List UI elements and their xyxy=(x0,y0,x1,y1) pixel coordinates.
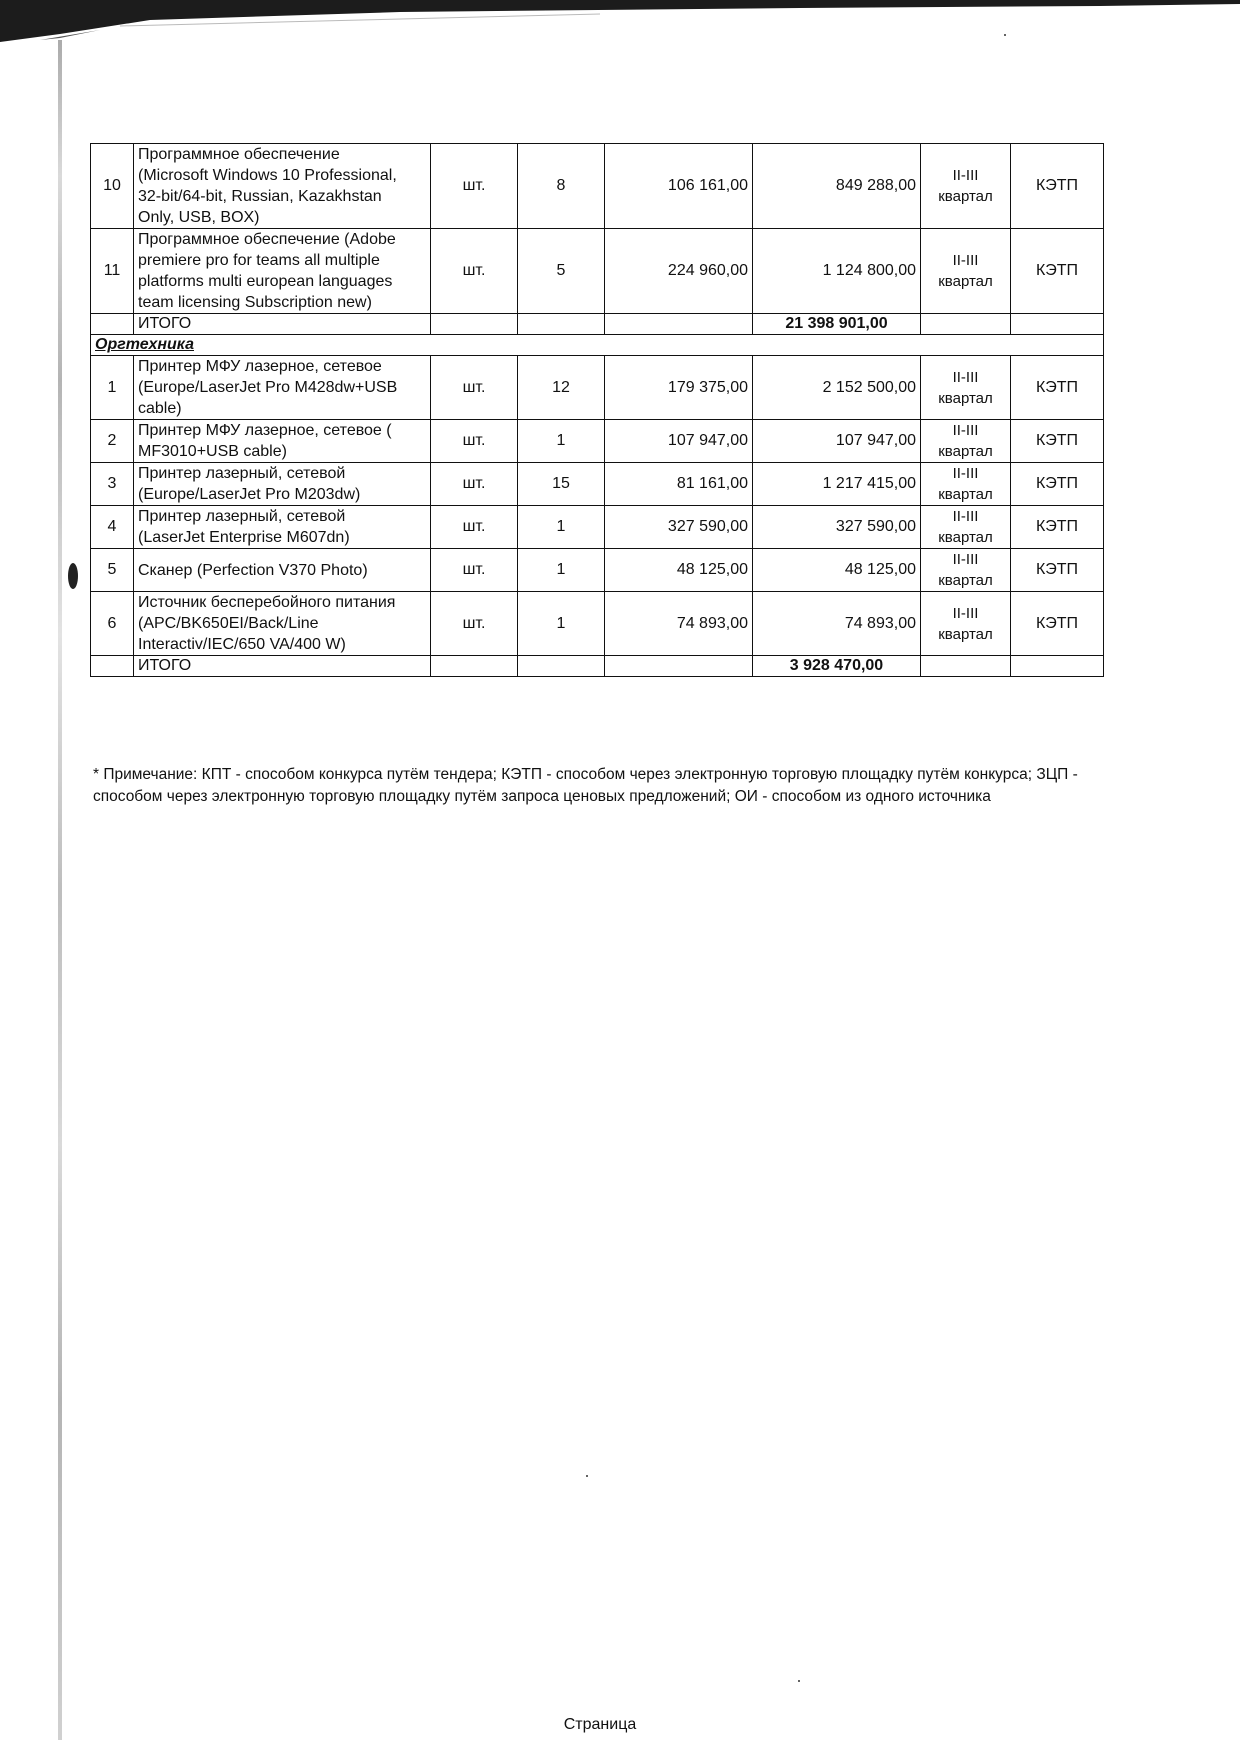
item-name: Программное обеспечение (Adobe premiere pro for teams all multiple platforms multi european languages team licensing Subscription new) xyxy=(134,229,431,314)
delivery-period: II-III квартал xyxy=(921,463,1011,506)
quantity: 1 xyxy=(518,420,605,463)
unit-price: 74 893,00 xyxy=(605,592,753,656)
unit-price: 106 161,00 xyxy=(605,144,753,229)
scan-edge-left xyxy=(58,40,62,1740)
table-row xyxy=(91,144,1104,229)
unit: шт. xyxy=(431,463,518,506)
row-number: 5 xyxy=(91,549,134,592)
row-number: 4 xyxy=(91,506,134,549)
row-number: 10 xyxy=(91,144,134,229)
table-row xyxy=(91,356,1104,420)
page-footer: Страница xyxy=(563,1716,637,1733)
section-header-row xyxy=(91,335,1104,356)
quantity: 15 xyxy=(518,463,605,506)
unit-price: 224 960,00 xyxy=(605,229,753,314)
delivery-period: II-III квартал xyxy=(921,356,1011,420)
scan-edge-top xyxy=(0,0,1240,44)
unit: шт. xyxy=(431,356,518,420)
unit: шт. xyxy=(431,592,518,656)
quantity: 1 xyxy=(518,549,605,592)
item-name: Принтер МФУ лазерное, сетевое (Europe/LaserJet Pro M428dw+USB cable) xyxy=(134,356,431,420)
unit-price: 179 375,00 xyxy=(605,356,753,420)
procurement-method: КЭТП xyxy=(1011,356,1104,420)
scan-blemish xyxy=(68,563,78,589)
quantity: 5 xyxy=(518,229,605,314)
procurement-method: КЭТП xyxy=(1011,229,1104,314)
procurement-table xyxy=(90,143,1104,677)
delivery-period: II-III квартал xyxy=(921,420,1011,463)
delivery-period: II-III квартал xyxy=(921,229,1011,314)
software-total-row xyxy=(91,314,1104,335)
procurement-method: КЭТП xyxy=(1011,592,1104,656)
table-row xyxy=(91,229,1104,314)
table-row xyxy=(91,549,1104,592)
quantity: 12 xyxy=(518,356,605,420)
unit: шт. xyxy=(431,229,518,314)
item-name: Программное обеспечение (Microsoft Windows 10 Professional, 32-bit/64-bit, Russian, Kazakhstan Only, USB, BOX) xyxy=(134,144,431,229)
section-title: Оргтехника xyxy=(91,335,1104,356)
delivery-period: II-III квартал xyxy=(921,506,1011,549)
unit-price: 107 947,00 xyxy=(605,420,753,463)
total-amount: 1 124 800,00 xyxy=(753,229,921,314)
quantity: 8 xyxy=(518,144,605,229)
row-number: 6 xyxy=(91,592,134,656)
item-name: Источник бесперебойного питания (APC/BK650EI/Back/Line Interactiv/IEC/650 VA/400 W) xyxy=(134,592,431,656)
total-sum: 21 398 901,00 xyxy=(753,314,921,335)
footnote: * Примечание: КПТ - способом конкурса путём тендера; КЭТП - способом через электронную торговую площадку путём конкурса; ЗЦП - способом через электронную торговую площадку путём запроса ценовых предложений; ОИ - способом из одного источника xyxy=(93,766,1078,805)
item-name: Сканер (Perfection V370 Photo) xyxy=(134,549,431,592)
unit: шт. xyxy=(431,144,518,229)
total-amount: 74 893,00 xyxy=(753,592,921,656)
row-number: 3 xyxy=(91,463,134,506)
row-number: 2 xyxy=(91,420,134,463)
table-row xyxy=(91,463,1104,506)
total-amount: 48 125,00 xyxy=(753,549,921,592)
quantity: 1 xyxy=(518,506,605,549)
unit-price: 48 125,00 xyxy=(605,549,753,592)
item-name: Принтер лазерный, сетевой (LaserJet Enterprise M607dn) xyxy=(134,506,431,549)
table-row xyxy=(91,592,1104,656)
procurement-method: КЭТП xyxy=(1011,420,1104,463)
total-amount: 107 947,00 xyxy=(753,420,921,463)
procurement-method: КЭТП xyxy=(1011,549,1104,592)
item-name: Принтер лазерный, сетевой (Europe/LaserJet Pro M203dw) xyxy=(134,463,431,506)
unit-price: 327 590,00 xyxy=(605,506,753,549)
total-label: ИТОГО xyxy=(134,314,431,335)
total-amount: 1 217 415,00 xyxy=(753,463,921,506)
quantity: 1 xyxy=(518,592,605,656)
procurement-method: КЭТП xyxy=(1011,144,1104,229)
delivery-period: II-III квартал xyxy=(921,144,1011,229)
total-amount: 849 288,00 xyxy=(753,144,921,229)
total-amount: 2 152 500,00 xyxy=(753,356,921,420)
total-sum: 3 928 470,00 xyxy=(753,656,921,677)
delivery-period: II-III квартал xyxy=(921,549,1011,592)
procurement-method: КЭТП xyxy=(1011,506,1104,549)
row-number: 1 xyxy=(91,356,134,420)
total-amount: 327 590,00 xyxy=(753,506,921,549)
table-row xyxy=(91,506,1104,549)
unit: шт. xyxy=(431,420,518,463)
table-row xyxy=(91,420,1104,463)
procurement-method: КЭТП xyxy=(1011,463,1104,506)
total-label: ИТОГО xyxy=(134,656,431,677)
delivery-period: II-III квартал xyxy=(921,592,1011,656)
unit-price: 81 161,00 xyxy=(605,463,753,506)
office-total-row xyxy=(91,656,1104,677)
unit: шт. xyxy=(431,506,518,549)
unit: шт. xyxy=(431,549,518,592)
item-name: Принтер МФУ лазерное, сетевое ( MF3010+USB cable) xyxy=(134,420,431,463)
row-number: 11 xyxy=(91,229,134,314)
